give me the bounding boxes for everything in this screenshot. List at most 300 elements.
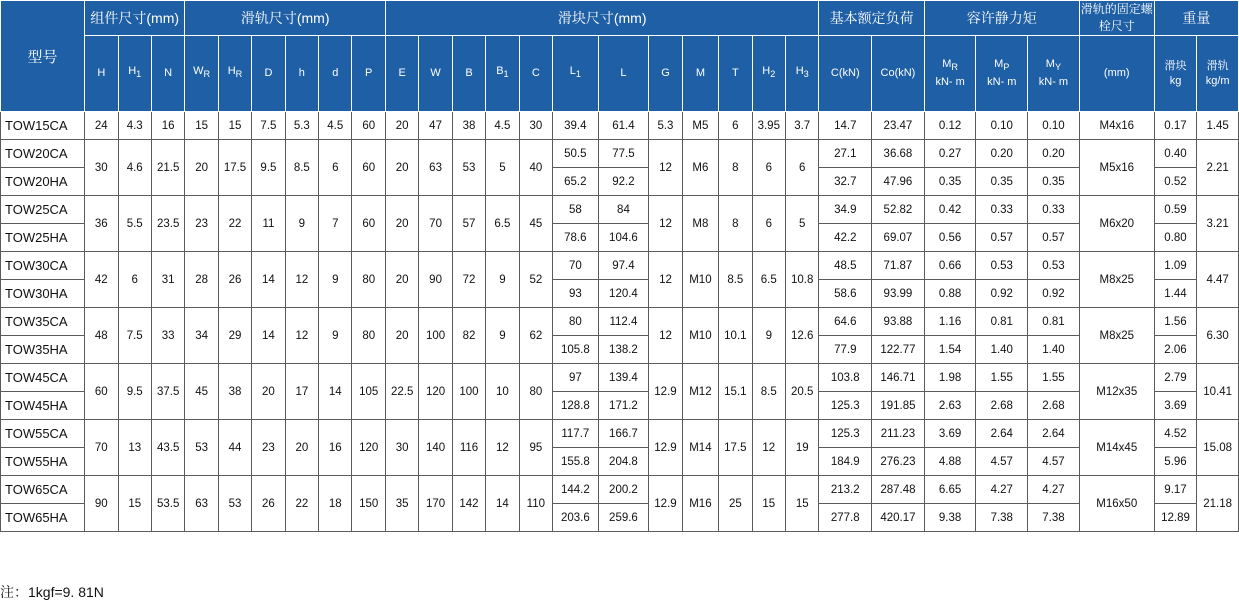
cell-hr: 26 (218, 252, 251, 308)
cell-p: 60 (352, 196, 385, 252)
cell-l1: 80 (553, 308, 599, 336)
cell-d: 23 (252, 420, 285, 476)
table-row (1, 364, 1239, 392)
cell-h2: 9 (752, 308, 785, 364)
cell-m: M5 (682, 112, 718, 140)
cell-b: 57 (452, 196, 485, 252)
cell-rail_kgm: 2.21 (1197, 140, 1239, 196)
cell-my: 2.64 (1028, 420, 1080, 448)
cell-mp: 0.10 (976, 112, 1028, 140)
cell-b1: 6.5 (486, 196, 519, 252)
cell-mr: 1.16 (924, 308, 976, 336)
cell-mr: 0.66 (924, 252, 976, 280)
cell-bolt: M12x35 (1079, 364, 1154, 420)
cell-wr: 53 (185, 420, 218, 476)
header-d: d (319, 36, 352, 112)
cell-mr: 0.56 (924, 224, 976, 252)
cell-my: 4.27 (1028, 476, 1080, 504)
cell-model: TOW25CA (1, 196, 85, 224)
cell-bolt: M8x25 (1079, 308, 1154, 364)
cell-d: 14 (319, 364, 352, 420)
cell-mp: 0.20 (976, 140, 1028, 168)
header-C-kn: C(kN) (819, 36, 872, 112)
cell-hr: 38 (218, 364, 251, 420)
cell-rail_kgm: 3.21 (1197, 196, 1239, 252)
cell-g: 12 (649, 252, 682, 308)
cell-kg: 0.80 (1154, 224, 1197, 252)
cell-h: 42 (85, 252, 118, 308)
cell-kg: 0.40 (1154, 140, 1197, 168)
table-row (1, 420, 1239, 448)
cell-b: 82 (452, 308, 485, 364)
cell-bolt: M4x16 (1079, 112, 1154, 140)
cell-mp: 7.38 (976, 504, 1028, 532)
cell-h3: 3.7 (785, 112, 818, 140)
cell-mp: 2.68 (976, 392, 1028, 420)
cell-cload: 213.2 (819, 476, 872, 504)
cell-mr: 1.98 (924, 364, 976, 392)
header-C: C (519, 36, 552, 112)
cell-l1: 50.5 (553, 140, 599, 168)
cell-w: 120 (419, 364, 452, 420)
cell-e: 20 (385, 196, 418, 252)
cell-h3: 19 (785, 420, 818, 476)
cell-h2: 8.5 (752, 364, 785, 420)
cell-h1: 4.3 (118, 112, 151, 140)
cell-c0: 420.17 (872, 504, 925, 532)
cell-d: 20 (252, 364, 285, 420)
cell-n: 23.5 (151, 196, 184, 252)
cell-l: 112.4 (598, 308, 649, 336)
cell-cload: 125.3 (819, 392, 872, 420)
cell-c: 30 (519, 112, 552, 140)
cell-g: 12.9 (649, 364, 682, 420)
cell-h: 12 (285, 308, 318, 364)
cell-w: 63 (419, 140, 452, 196)
cell-c0: 47.96 (872, 168, 925, 196)
cell-e: 30 (385, 420, 418, 476)
cell-e: 20 (385, 308, 418, 364)
header-G: G (649, 36, 682, 112)
cell-l: 138.2 (598, 336, 649, 364)
cell-h3: 10.8 (785, 252, 818, 308)
header-B: B (452, 36, 485, 112)
cell-hr: 22 (218, 196, 251, 252)
cell-c: 45 (519, 196, 552, 252)
cell-my: 0.20 (1028, 140, 1080, 168)
cell-cload: 64.6 (819, 308, 872, 336)
cell-mr: 3.69 (924, 420, 976, 448)
header-MP: $M_P$ kN- m (976, 36, 1028, 112)
cell-my: 1.55 (1028, 364, 1080, 392)
header-P: P (352, 36, 385, 112)
cell-l1: 65.2 (553, 168, 599, 196)
cell-c0: 36.68 (872, 140, 925, 168)
cell-kg: 1.56 (1154, 308, 1197, 336)
cell-kg: 0.52 (1154, 168, 1197, 196)
cell-l: 171.2 (598, 392, 649, 420)
cell-w: 90 (419, 252, 452, 308)
header-group-load: 基本额定负荷 (819, 1, 924, 36)
cell-model: TOW25HA (1, 224, 85, 252)
header-L1: $L_1$ (553, 36, 599, 112)
header-N: N (151, 36, 184, 112)
cell-h: 36 (85, 196, 118, 252)
cell-t: 8 (719, 140, 752, 196)
cell-model: TOW30CA (1, 252, 85, 280)
header-H1: $H_1$ (118, 36, 151, 112)
cell-h1: 7.5 (118, 308, 151, 364)
header-H2: $H_2$ (752, 36, 785, 112)
cell-l: 139.4 (598, 364, 649, 392)
cell-h: 22 (285, 476, 318, 532)
cell-cload: 32.7 (819, 168, 872, 196)
cell-h: 60 (85, 364, 118, 420)
cell-mr: 9.38 (924, 504, 976, 532)
cell-b: 116 (452, 420, 485, 476)
cell-c: 110 (519, 476, 552, 532)
cell-wr: 15 (185, 112, 218, 140)
table-row (1, 112, 1239, 140)
cell-mp: 0.35 (976, 168, 1028, 196)
header-HR: $H_R$ (218, 36, 251, 112)
header-M: M (682, 36, 718, 112)
spec-table-body (1, 112, 1239, 532)
table-row (1, 476, 1239, 504)
cell-b: 72 (452, 252, 485, 308)
cell-cload: 77.9 (819, 336, 872, 364)
cell-h2: 6.5 (752, 252, 785, 308)
cell-d: 7 (319, 196, 352, 252)
cell-model: TOW65HA (1, 504, 85, 532)
cell-e: 22.5 (385, 364, 418, 420)
cell-c: 52 (519, 252, 552, 308)
cell-c: 95 (519, 420, 552, 476)
cell-model: TOW35HA (1, 336, 85, 364)
header-E: E (385, 36, 418, 112)
cell-rail_kgm: 1.45 (1197, 112, 1239, 140)
cell-l1: 105.8 (553, 336, 599, 364)
cell-bolt: M14x45 (1079, 420, 1154, 476)
cell-hr: 17.5 (218, 140, 251, 196)
cell-l: 120.4 (598, 280, 649, 308)
cell-p: 105 (352, 364, 385, 420)
cell-h2: 3.95 (752, 112, 785, 140)
cell-n: 16 (151, 112, 184, 140)
cell-wr: 28 (185, 252, 218, 308)
header-group-rail: 滑轨尺寸(mm) (185, 1, 386, 36)
cell-h: 9 (285, 196, 318, 252)
cell-b1: 9 (486, 252, 519, 308)
cell-m: M14 (682, 420, 718, 476)
cell-p: 80 (352, 308, 385, 364)
cell-bolt: M6x20 (1079, 196, 1154, 252)
cell-kg: 2.79 (1154, 364, 1197, 392)
cell-l: 84 (598, 196, 649, 224)
cell-hr: 44 (218, 420, 251, 476)
cell-h1: 4.6 (118, 140, 151, 196)
cell-kg: 9.17 (1154, 476, 1197, 504)
cell-cload: 14.7 (819, 112, 872, 140)
cell-m: M8 (682, 196, 718, 252)
cell-l1: 70 (553, 252, 599, 280)
header-h: h (285, 36, 318, 112)
cell-h: 30 (85, 140, 118, 196)
cell-model: TOW65CA (1, 476, 85, 504)
cell-l1: 39.4 (553, 112, 599, 140)
header-rail-weight: 滑轨 kg/m (1197, 36, 1239, 112)
cell-m: M12 (682, 364, 718, 420)
cell-g: 5.3 (649, 112, 682, 140)
cell-mp: 0.53 (976, 252, 1028, 280)
cell-l1: 93 (553, 280, 599, 308)
cell-mp: 1.55 (976, 364, 1028, 392)
table-row (1, 308, 1239, 336)
header-group-assembly: 组件尺寸(mm) (85, 1, 185, 36)
cell-h: 24 (85, 112, 118, 140)
footnote: 注：1kgf=9. 81N (0, 584, 104, 600)
cell-h3: 15 (785, 476, 818, 532)
cell-l1: 97 (553, 364, 599, 392)
cell-hr: 29 (218, 308, 251, 364)
cell-b: 38 (452, 112, 485, 140)
cell-g: 12 (649, 308, 682, 364)
cell-rail_kgm: 6.30 (1197, 308, 1239, 364)
cell-n: 53.5 (151, 476, 184, 532)
cell-cload: 125.3 (819, 420, 872, 448)
cell-h3: 20.5 (785, 364, 818, 420)
cell-cload: 48.5 (819, 252, 872, 280)
cell-d: 11 (252, 196, 285, 252)
cell-b1: 4.5 (486, 112, 519, 140)
header-group-bolt: 滑轨的固定螺栓尺寸 (1079, 1, 1154, 36)
cell-c0: 287.48 (872, 476, 925, 504)
header-D: D (252, 36, 285, 112)
header-L: L (598, 36, 649, 112)
cell-h1: 9.5 (118, 364, 151, 420)
cell-g: 12.9 (649, 476, 682, 532)
cell-mr: 0.35 (924, 168, 976, 196)
cell-h: 70 (85, 420, 118, 476)
cell-d: 18 (319, 476, 352, 532)
cell-l1: 58 (553, 196, 599, 224)
cell-l1: 117.7 (553, 420, 599, 448)
cell-n: 33 (151, 308, 184, 364)
cell-mp: 4.57 (976, 448, 1028, 476)
cell-cload: 103.8 (819, 364, 872, 392)
cell-h: 48 (85, 308, 118, 364)
cell-h2: 12 (752, 420, 785, 476)
cell-c0: 52.82 (872, 196, 925, 224)
cell-c0: 211.23 (872, 420, 925, 448)
cell-t: 6 (719, 112, 752, 140)
cell-mp: 0.33 (976, 196, 1028, 224)
cell-mp: 2.64 (976, 420, 1028, 448)
cell-l: 204.8 (598, 448, 649, 476)
table-row (1, 252, 1239, 280)
cell-h2: 6 (752, 140, 785, 196)
cell-l1: 78.6 (553, 224, 599, 252)
cell-w: 140 (419, 420, 452, 476)
cell-bolt: M16x50 (1079, 476, 1154, 532)
cell-p: 60 (352, 112, 385, 140)
cell-t: 8.5 (719, 252, 752, 308)
cell-h1: 15 (118, 476, 151, 532)
cell-cload: 58.6 (819, 280, 872, 308)
cell-l: 104.6 (598, 224, 649, 252)
cell-my: 4.57 (1028, 448, 1080, 476)
cell-n: 43.5 (151, 420, 184, 476)
cell-hr: 53 (218, 476, 251, 532)
cell-l: 166.7 (598, 420, 649, 448)
cell-model: TOW45HA (1, 392, 85, 420)
cell-c0: 71.87 (872, 252, 925, 280)
header-MY: $M_Y$ kN- m (1028, 36, 1080, 112)
cell-my: 0.57 (1028, 224, 1080, 252)
cell-cload: 277.8 (819, 504, 872, 532)
cell-mp: 1.40 (976, 336, 1028, 364)
cell-w: 70 (419, 196, 452, 252)
cell-m: M6 (682, 140, 718, 196)
cell-my: 0.10 (1028, 112, 1080, 140)
cell-t: 25 (719, 476, 752, 532)
cell-p: 120 (352, 420, 385, 476)
cell-mr: 0.42 (924, 196, 976, 224)
cell-my: 1.40 (1028, 336, 1080, 364)
cell-mr: 0.27 (924, 140, 976, 168)
cell-l1: 128.8 (553, 392, 599, 420)
cell-b1: 9 (486, 308, 519, 364)
header-B1: $B_1$ (486, 36, 519, 112)
cell-rail_kgm: 21.18 (1197, 476, 1239, 532)
cell-cload: 184.9 (819, 448, 872, 476)
cell-b: 100 (452, 364, 485, 420)
cell-bolt: M8x25 (1079, 252, 1154, 308)
cell-c: 62 (519, 308, 552, 364)
cell-wr: 45 (185, 364, 218, 420)
cell-p: 80 (352, 252, 385, 308)
cell-t: 17.5 (719, 420, 752, 476)
cell-model: TOW30HA (1, 280, 85, 308)
header-group-weight: 重量 (1154, 1, 1238, 36)
cell-h1: 13 (118, 420, 151, 476)
cell-p: 60 (352, 140, 385, 196)
cell-bolt: M5x16 (1079, 140, 1154, 196)
cell-l: 97.4 (598, 252, 649, 280)
cell-p: 150 (352, 476, 385, 532)
cell-d: 9 (319, 308, 352, 364)
cell-mp: 0.81 (976, 308, 1028, 336)
cell-n: 21.5 (151, 140, 184, 196)
header-MR: $M_R$ kN- m (924, 36, 976, 112)
cell-g: 12 (649, 140, 682, 196)
cell-l1: 144.2 (553, 476, 599, 504)
cell-rail_kgm: 15.08 (1197, 420, 1239, 476)
cell-c0: 276.23 (872, 448, 925, 476)
cell-d: 9.5 (252, 140, 285, 196)
cell-h: 20 (285, 420, 318, 476)
cell-cload: 34.9 (819, 196, 872, 224)
header-WR: $W_R$ (185, 36, 218, 112)
header-bolt-unit: (mm) (1079, 36, 1154, 112)
cell-h: 8.5 (285, 140, 318, 196)
cell-d: 16 (319, 420, 352, 476)
cell-c0: 146.71 (872, 364, 925, 392)
cell-my: 0.35 (1028, 168, 1080, 196)
cell-c0: 69.07 (872, 224, 925, 252)
cell-cload: 42.2 (819, 224, 872, 252)
cell-mr: 1.54 (924, 336, 976, 364)
cell-kg: 1.44 (1154, 280, 1197, 308)
cell-w: 100 (419, 308, 452, 364)
cell-h: 90 (85, 476, 118, 532)
cell-mr: 4.88 (924, 448, 976, 476)
cell-kg: 2.06 (1154, 336, 1197, 364)
cell-t: 8 (719, 196, 752, 252)
header-H: H (85, 36, 118, 112)
cell-e: 35 (385, 476, 418, 532)
cell-n: 37.5 (151, 364, 184, 420)
cell-e: 20 (385, 252, 418, 308)
cell-kg: 5.96 (1154, 448, 1197, 476)
cell-model: TOW55CA (1, 420, 85, 448)
cell-t: 10.1 (719, 308, 752, 364)
cell-g: 12.9 (649, 420, 682, 476)
cell-d: 14 (252, 308, 285, 364)
cell-l: 200.2 (598, 476, 649, 504)
cell-mp: 0.92 (976, 280, 1028, 308)
cell-b1: 10 (486, 364, 519, 420)
cell-h: 12 (285, 252, 318, 308)
cell-my: 2.68 (1028, 392, 1080, 420)
cell-model: TOW20CA (1, 140, 85, 168)
cell-wr: 34 (185, 308, 218, 364)
cell-g: 12 (649, 196, 682, 252)
cell-h1: 6 (118, 252, 151, 308)
cell-kg: 4.52 (1154, 420, 1197, 448)
cell-l1: 155.8 (553, 448, 599, 476)
cell-model: TOW20HA (1, 168, 85, 196)
cell-kg: 0.59 (1154, 196, 1197, 224)
cell-rail_kgm: 10.41 (1197, 364, 1239, 420)
cell-mp: 4.27 (976, 476, 1028, 504)
cell-my: 7.38 (1028, 504, 1080, 532)
cell-c0: 122.77 (872, 336, 925, 364)
cell-h3: 12.6 (785, 308, 818, 364)
cell-m: M10 (682, 308, 718, 364)
cell-kg: 12.89 (1154, 504, 1197, 532)
cell-e: 20 (385, 140, 418, 196)
cell-l: 77.5 (598, 140, 649, 168)
cell-h1: 5.5 (118, 196, 151, 252)
cell-w: 170 (419, 476, 452, 532)
cell-d: 9 (319, 252, 352, 308)
cell-b1: 12 (486, 420, 519, 476)
cell-cload: 27.1 (819, 140, 872, 168)
header-C0-kn: Co(kN) (872, 36, 925, 112)
cell-my: 0.33 (1028, 196, 1080, 224)
header-W: W (419, 36, 452, 112)
cell-d: 14 (252, 252, 285, 308)
cell-mr: 0.88 (924, 280, 976, 308)
cell-l: 61.4 (598, 112, 649, 140)
cell-c0: 23.47 (872, 112, 925, 140)
header-T: T (719, 36, 752, 112)
cell-h3: 6 (785, 140, 818, 196)
cell-w: 47 (419, 112, 452, 140)
header-group-moment: 容许静力矩 (924, 1, 1079, 36)
cell-wr: 63 (185, 476, 218, 532)
